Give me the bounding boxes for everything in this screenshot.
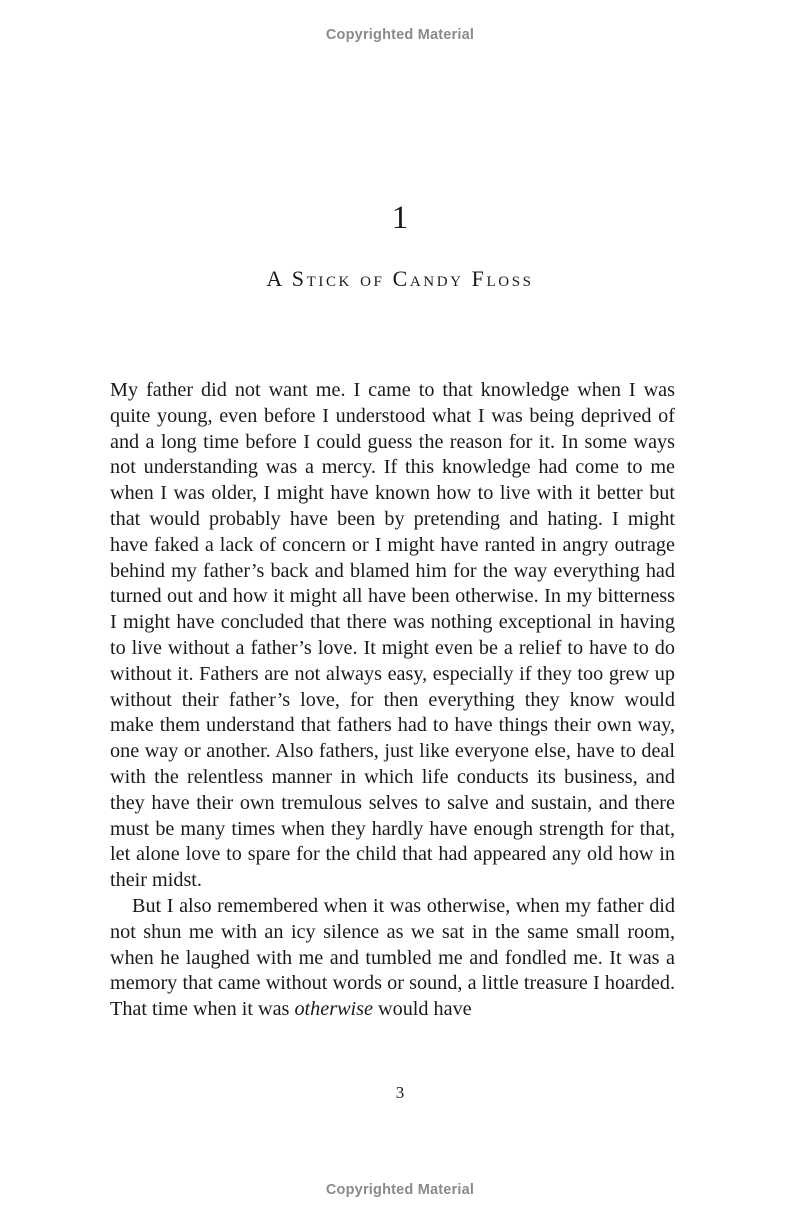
paragraph-2 (110, 894, 675, 1023)
chapter-number: 1 (391, 200, 409, 236)
paragraph-2-text-end: would have (372, 998, 472, 1021)
page-number: 3 (395, 1083, 405, 1102)
copyright-watermark-bottom: Copyrighted Material (325, 1182, 475, 1198)
body-text (110, 378, 675, 1023)
paragraph-1: My father did not want me. I came to that knowledge when I was quite young, even before I understood what I was being deprived of and a long time before I could guess the reason for it. In some ways not understanding was a mercy. If this knowledge had come to me when I was older, I might have known how to live with it better but that would probably have been by pretending and hating. I might have faked a lack of concern or I might have ranted in angry outrage behind my father’s back and blamed him for the way everything had turned out and how it might all have been otherwise. In my bitterness I might have concluded that there was nothing exceptional in having to live without a father’s love. It might even be a relief to have to do without it. Fathers are not always easy, especially if they too grew up without their father’s love, for then everything they know would make them understand that fathers had to have things their own way, one way or another. Also fathers, just like everyone else, have to deal with the relentless manner in which life conducts its business, and they have their own tremulous selves to salve and sustain, and there must be many times when they hardly have enough strength for that, let alone love to spare for the child that had appeared any old how in their midst. (110, 379, 675, 892)
paragraph-2-italic-word: otherwise (294, 998, 373, 1021)
chapter-title: A Stick of Candy Floss (266, 266, 534, 291)
copyright-watermark-top: Copyrighted Material (325, 27, 475, 43)
paragraph-2-text-start: But I also remembered when it was otherwise, when my father did not shun me with an icy silence as we sat in the same small room, when he laughed with me and tumbled me and fondled me. It was a memory that came without words or sound, a little treasure I hoarded. That time when it was (110, 894, 675, 1021)
